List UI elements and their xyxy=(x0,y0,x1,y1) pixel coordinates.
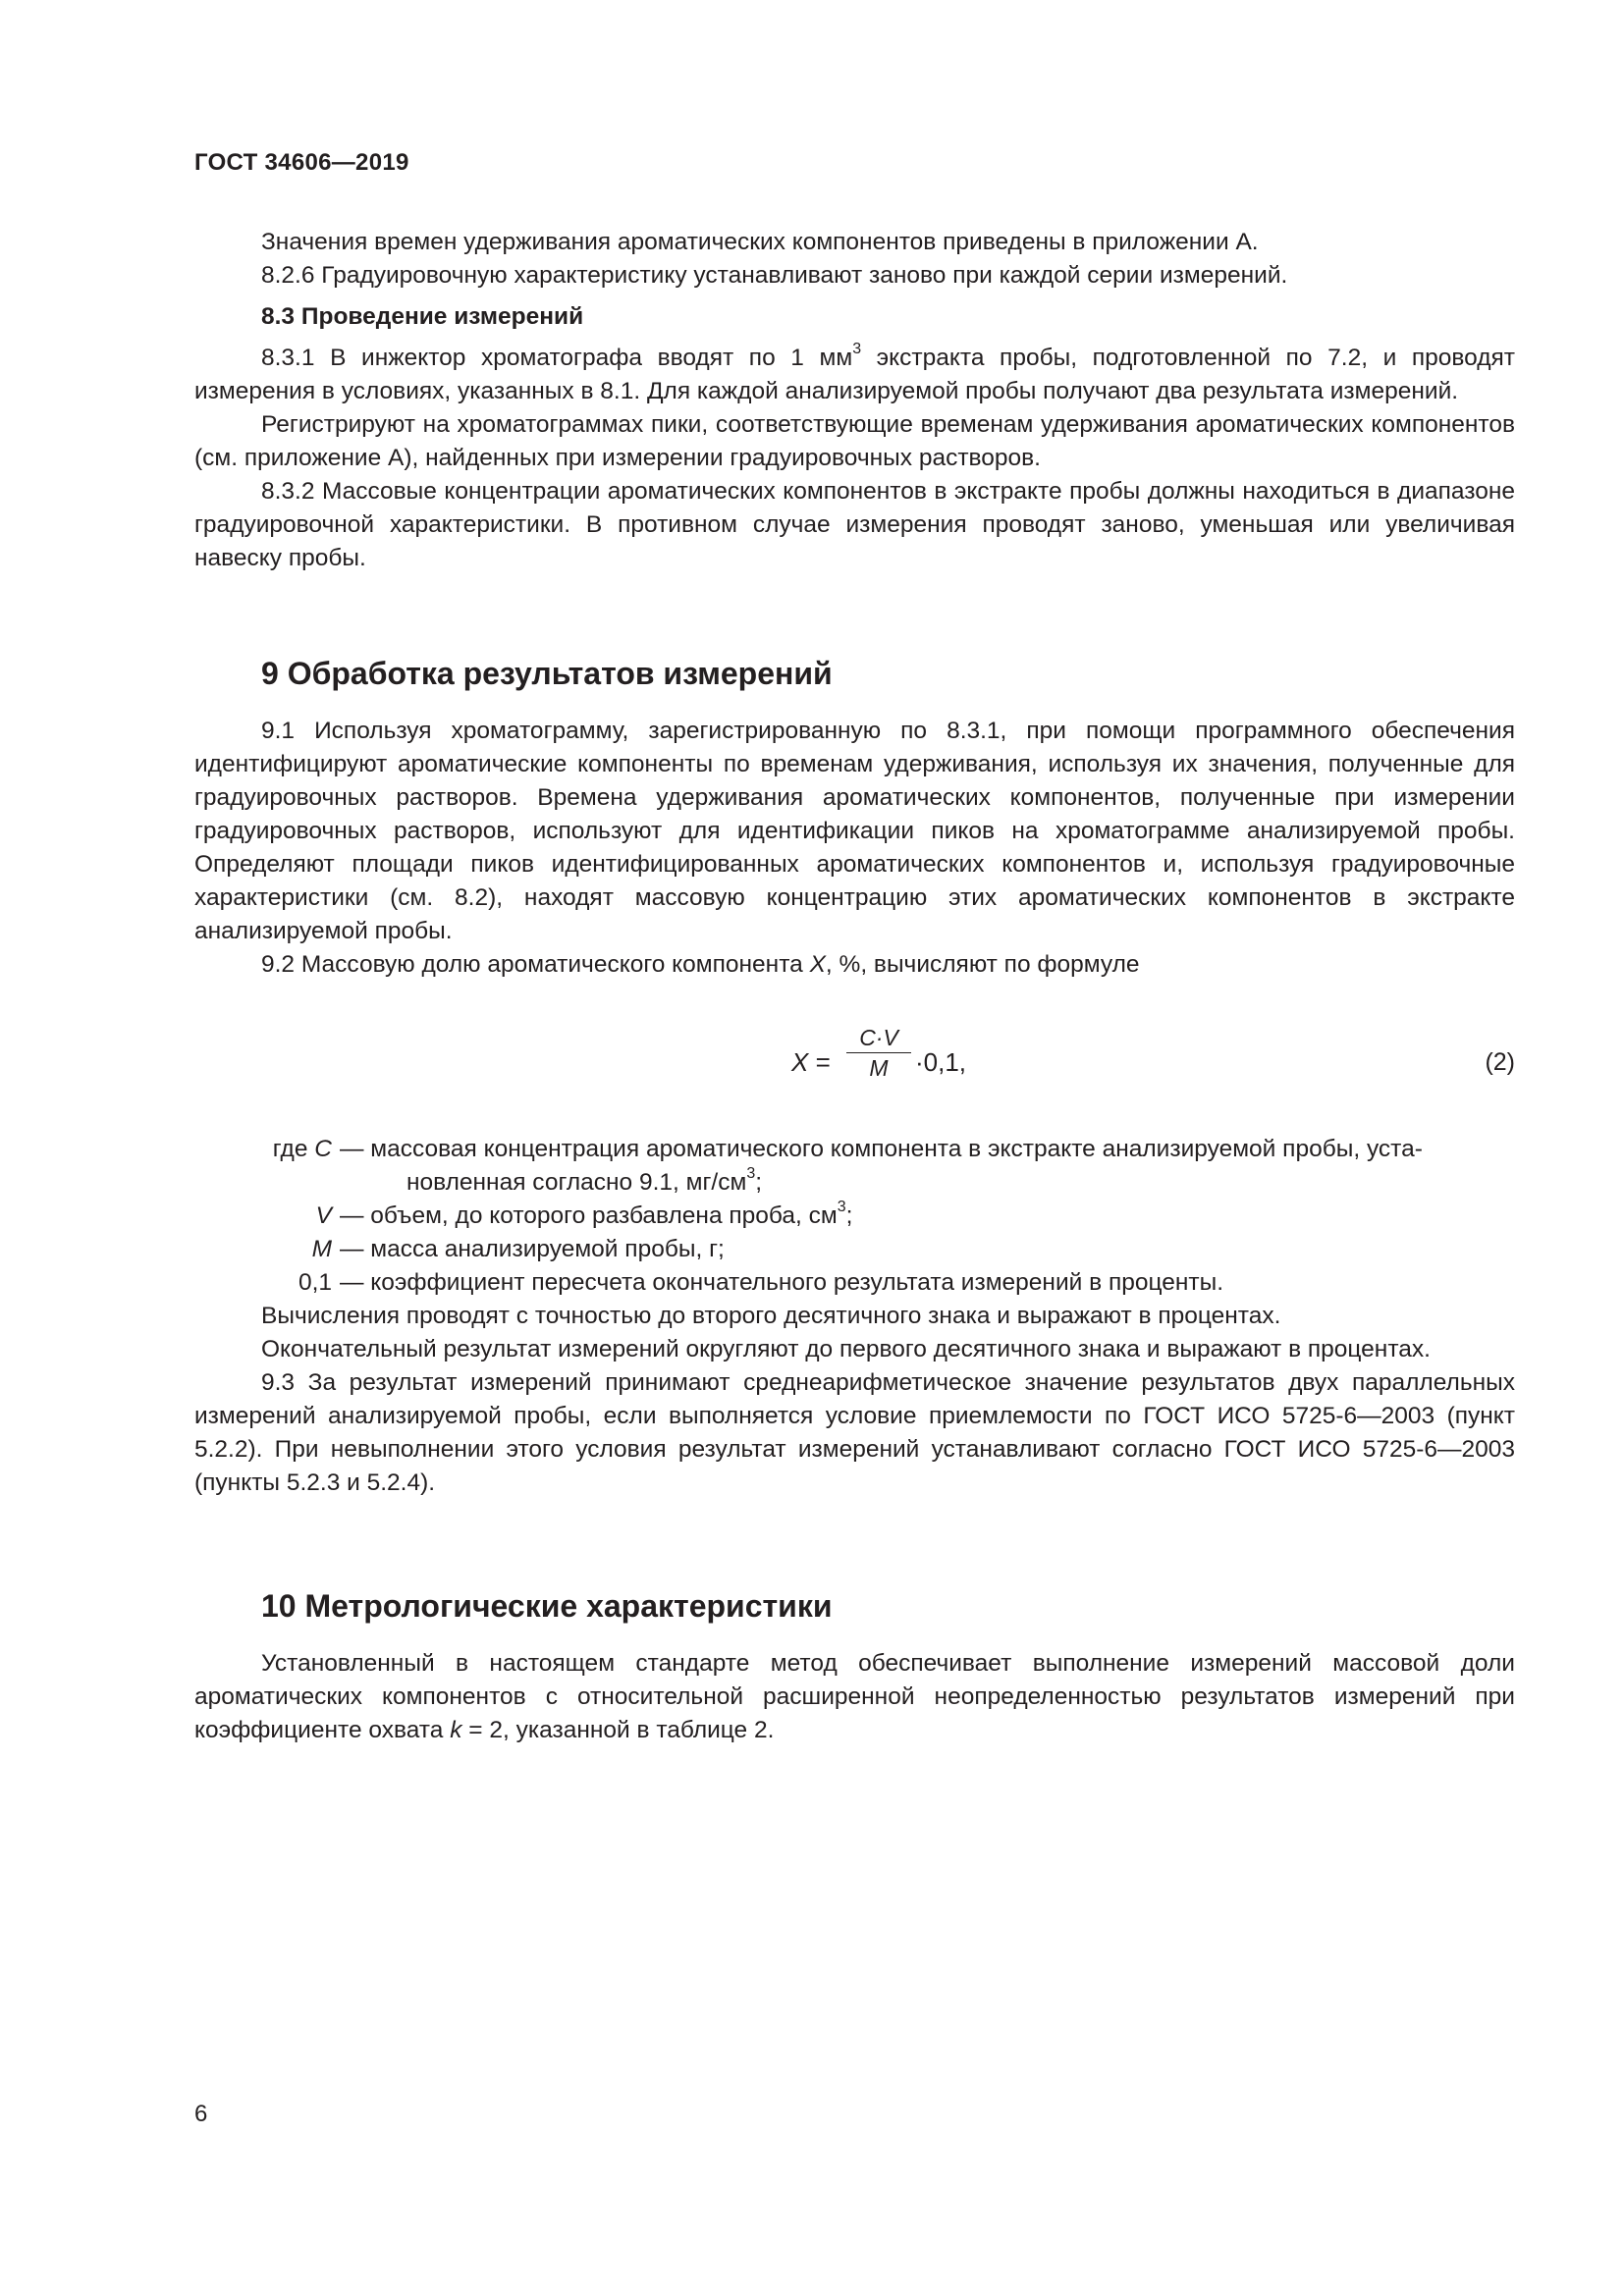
paragraph-9-3: 9.3 За результат измерений принимают среднеарифметическое значение результатов двух параллельных измерений анализируемой пробы, если выполняется условие приемлемости по ГОСТ ИСО 5725-6—2003 (пункт 5.2.2). При невыполнении этого условия результат измерений устанавливают согласно ГОСТ ИСО 5725-6—2003 (пункты 5.2.3 и 5.2.4). xyxy=(194,1369,1515,1496)
paragraph-calculation-precision: Вычисления проводят с точностью до второго десятичного знака и выражают в процентах. xyxy=(261,1303,1281,1329)
formula-definitions xyxy=(194,1133,1515,1300)
section-title-9: 9 Обработка результатов измерений xyxy=(261,656,833,691)
formula-rhs: ·0,1, xyxy=(915,1047,967,1077)
paragraph-registration: Регистрируют на хроматограммах пики, соответствующие временам удерживания ароматических компонентов (см. приложение А), найденных при измерении градуировочных растворов. xyxy=(194,411,1515,471)
definition-item: 0,1 — коэффициент пересчета окончательного результата измерений в проценты. xyxy=(298,1269,1224,1296)
formula-numerator: C·V xyxy=(859,1025,898,1050)
paragraph-10: Установленный в настоящем стандарте метод обеспечивает выполнение измерений массовой доли ароматических компонентов с относительной расширенной неопределенностью результатов измерений при коэффициенте охвата k = 2, указанной в таблице 2. xyxy=(194,1650,1515,1743)
standard-header: ГОСТ 34606—2019 xyxy=(194,149,409,176)
paragraph-8-2-6: 8.2.6 Градуировочную характеристику устанавливают заново при каждой серии измерений. xyxy=(261,262,1288,289)
formula-fraction xyxy=(844,1023,913,1083)
page-number: 6 xyxy=(194,2101,208,2127)
paragraph-8-3-1: 8.3.1 В инжектор хроматографа вводят по 1 $мм^3$ экстракта пробы, подготовленной по 7.2, и проводят измерения в условиях, указанных в 8.1. Для каждой анализируемой пробы получают два результата измерений. xyxy=(194,340,1515,404)
definition-item: M — масса анализируемой пробы, г; xyxy=(311,1236,725,1262)
document-body xyxy=(194,226,1515,1747)
definition-item: V — объем, до которого разбавлена проба, $см^3$; xyxy=(315,1198,853,1229)
paragraph-9-1: 9.1 Используя хроматограмму, зарегистрированную по 8.3.1, при помощи программного обеспечения идентифицируют ароматические компоненты по временам удерживания, используя их значения, полученные для градуировочных растворов. Времена удерживания ароматических компонентов, полученные при измерении градуировочных растворов, используют для идентификации пиков на хроматограмме анализируемой пробы. Определяют площади пиков идентифицированных ароматических компонентов и, используя градуировочные характеристики (см. 8.2), находят массовую концентрацию этих ароматических компонентов в экстракте анализируемой пробы. xyxy=(194,718,1515,944)
formula-2 xyxy=(194,999,1515,1117)
definition-item: где C — массовая концентрация ароматического компонента в экстракте анализируемой пробы, уста- новленная согласно 9.1, $мг/см^3$; xyxy=(272,1136,1423,1196)
formula-number: (2) xyxy=(1485,1048,1515,1076)
formula-lhs: X xyxy=(791,1047,809,1077)
formula-equals: = xyxy=(808,1047,831,1077)
paragraph-retention-times: Значения времен удерживания ароматических компонентов приведены в приложении А. xyxy=(261,229,1259,255)
paragraph-9-2: 9.2 Массовую долю ароматического компонента X, %, вычисляют по формуле xyxy=(261,951,1140,978)
paragraph-final-rounding: Окончательный результат измерений округляют до первого десятичного знака и выражают в процентах. xyxy=(261,1336,1431,1362)
section-title-10: 10 Метрологические характеристики xyxy=(261,1588,833,1624)
subsection-title-8-3: 8.3 Проведение измерений xyxy=(261,303,584,330)
formula-denominator: M xyxy=(869,1055,889,1081)
paragraph-8-3-2: 8.3.2 Массовые концентрации ароматических компонентов в экстракте пробы должны находиться в диапазоне градуировочной характеристики. В противном случае измерения проводят заново, уменьшая или увеличивая навеску пробы. xyxy=(194,478,1515,571)
